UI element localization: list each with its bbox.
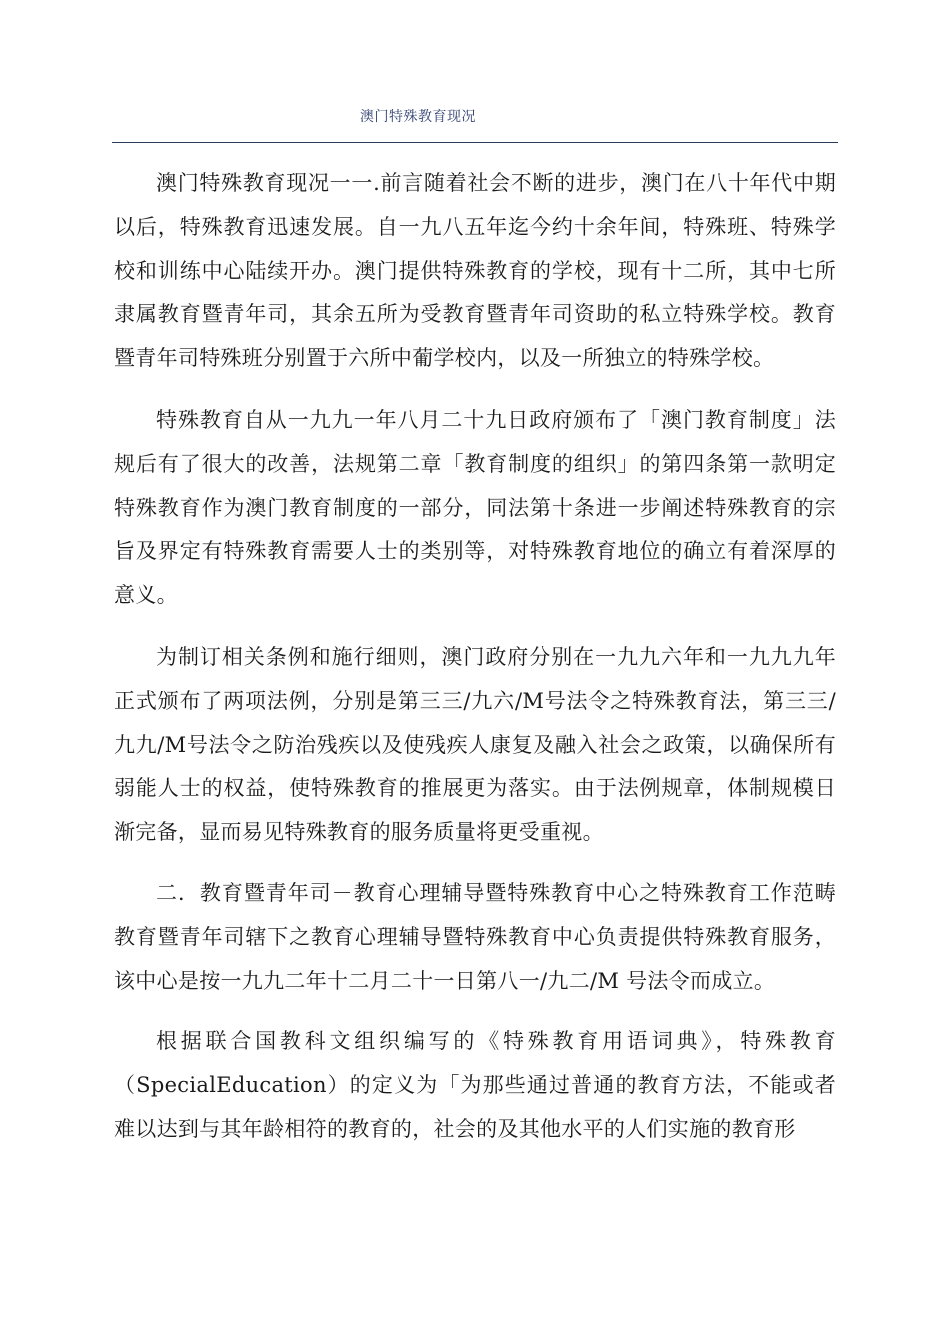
page-header [112, 102, 838, 143]
paragraph-definition: 根据联合国教科文组织编写的《特殊教育用语词典》，特殊教育（SpecialEducation）的定义为「为那些通过普通的教育方法，不能或者难以达到与其年龄相符的教育的，社会的及其他水平的人们实施的教育形 [114, 1029, 836, 1141]
paragraph-intro: 澳门特殊教育现况一一.前言随着社会不断的进步，澳门在八十年代中期以后，特殊教育迅速发展。自一九八五年迄今约十余年间，特殊班、特殊学校和训练中心陆续开办。澳门提供特殊教育的学校，现有十二所，其中七所隶属教育暨青年司，其余五所为受教育暨青年司资助的私立特殊学校。教育暨青年司特殊班分别置于六所中葡学校内，以及一所独立的特殊学校。 [114, 171, 836, 371]
paragraph-legal-framework: 特殊教育自从一九九一年八月二十九日政府颁布了「澳门教育制度」法规后有了很大的改善，法规第二章「教育制度的组织」的第四条第一款明定特殊教育作为澳门教育制度的一部分，同法第十条进一步阐述特殊教育的宗旨及界定有特殊教育需要人士的类别等，对特殊教育地位的确立有着深厚的意义。 [114, 407, 836, 608]
header-title: 澳门特殊教育现况 [360, 109, 476, 125]
paragraph-center-scope: 二．教育暨青年司－教育心理辅导暨特殊教育中心之特殊教育工作范畴教育暨青年司辖下之教育心理辅导暨特殊教育中心负责提供特殊教育服务，该中心是按一九九二年十二月二十一日第八一/九二/M 号法令而成立。 [114, 880, 836, 993]
paragraph-decrees: 为制订相关条例和施行细则，澳门政府分别在一九九六年和一九九九年正式颁布了两项法例，分别是第三三/九六/M号法令之特殊教育法，第三三/九九/M号法令之防治残疾以及使残疾人康复及融入社会之政策，以确保所有弱能人士的权益，使特殊教育的推展更为落实。由于法例规章，体制规模日渐完备，显而易见特殊教育的服务质量将更受重视。 [114, 644, 836, 845]
document-body [114, 162, 836, 1170]
